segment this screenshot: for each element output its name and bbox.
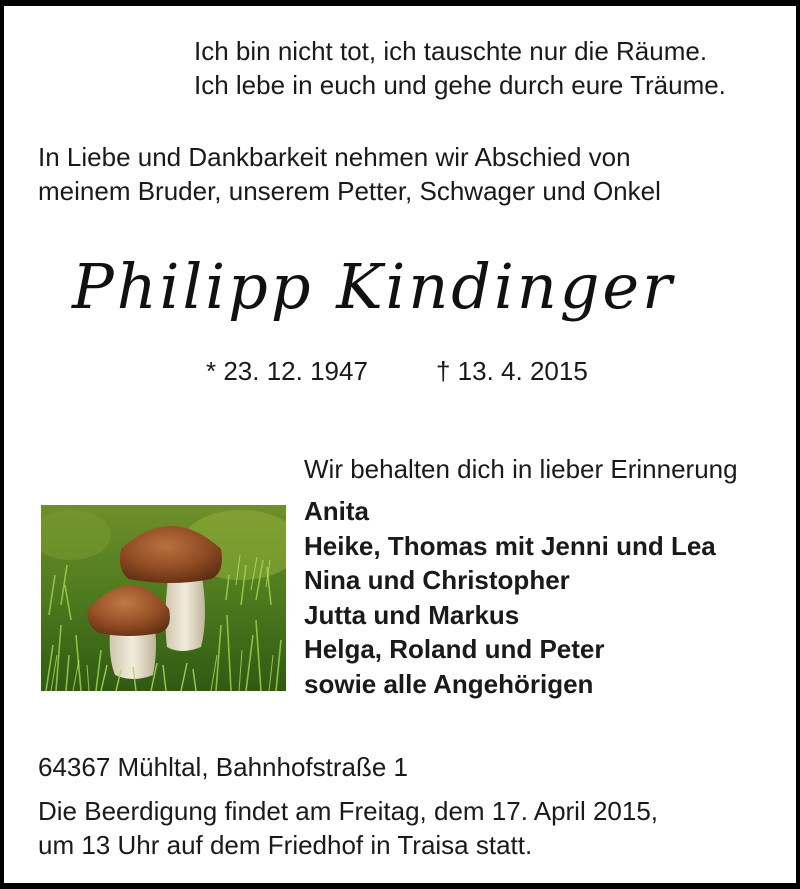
poem-verse (194, 34, 726, 102)
intro-line-2: meinem Bruder, unserem Petter, Schwager und Onkel (38, 176, 661, 206)
mourners-list (304, 494, 716, 701)
intro-line-1: In Liebe und Dankbarkeit nehmen wir Abschied von (38, 142, 631, 172)
mushroom-photo (41, 505, 286, 691)
remembrance-line: Wir behalten dich in lieber Erinnerung (304, 454, 738, 484)
poem-line-1: Ich bin nicht tot, ich tauschte nur die Räume. (194, 36, 708, 66)
death-date: † 13. 4. 2015 (436, 356, 588, 386)
mourner-name: Heike, Thomas mit Jenni und Lea (304, 530, 716, 561)
funeral-line-2: um 13 Uhr auf dem Friedhof in Traisa statt. (38, 830, 533, 860)
mourner-name: Jutta und Markus (304, 599, 520, 630)
mourner-name: Anita (304, 496, 369, 526)
mourner-name: Nina und Christopher (304, 565, 570, 595)
family-address: 64367 Mühltal, Bahnhofstraße 1 (38, 752, 409, 782)
funeral-details (38, 794, 658, 862)
deceased-name: Philipp Kindinger (72, 250, 675, 323)
funeral-line-1: Die Beerdigung findet am Freitag, dem 17. April 2015, (38, 796, 659, 826)
mourner-name: Helga, Roland und Peter (304, 634, 605, 664)
mourner-name: sowie alle Angehörigen (304, 668, 594, 699)
farewell-intro (38, 140, 661, 208)
birth-date: * 23. 12. 1947 (206, 356, 368, 386)
poem-line-2: Ich lebe in euch und gehe durch eure Träume. (194, 70, 726, 100)
